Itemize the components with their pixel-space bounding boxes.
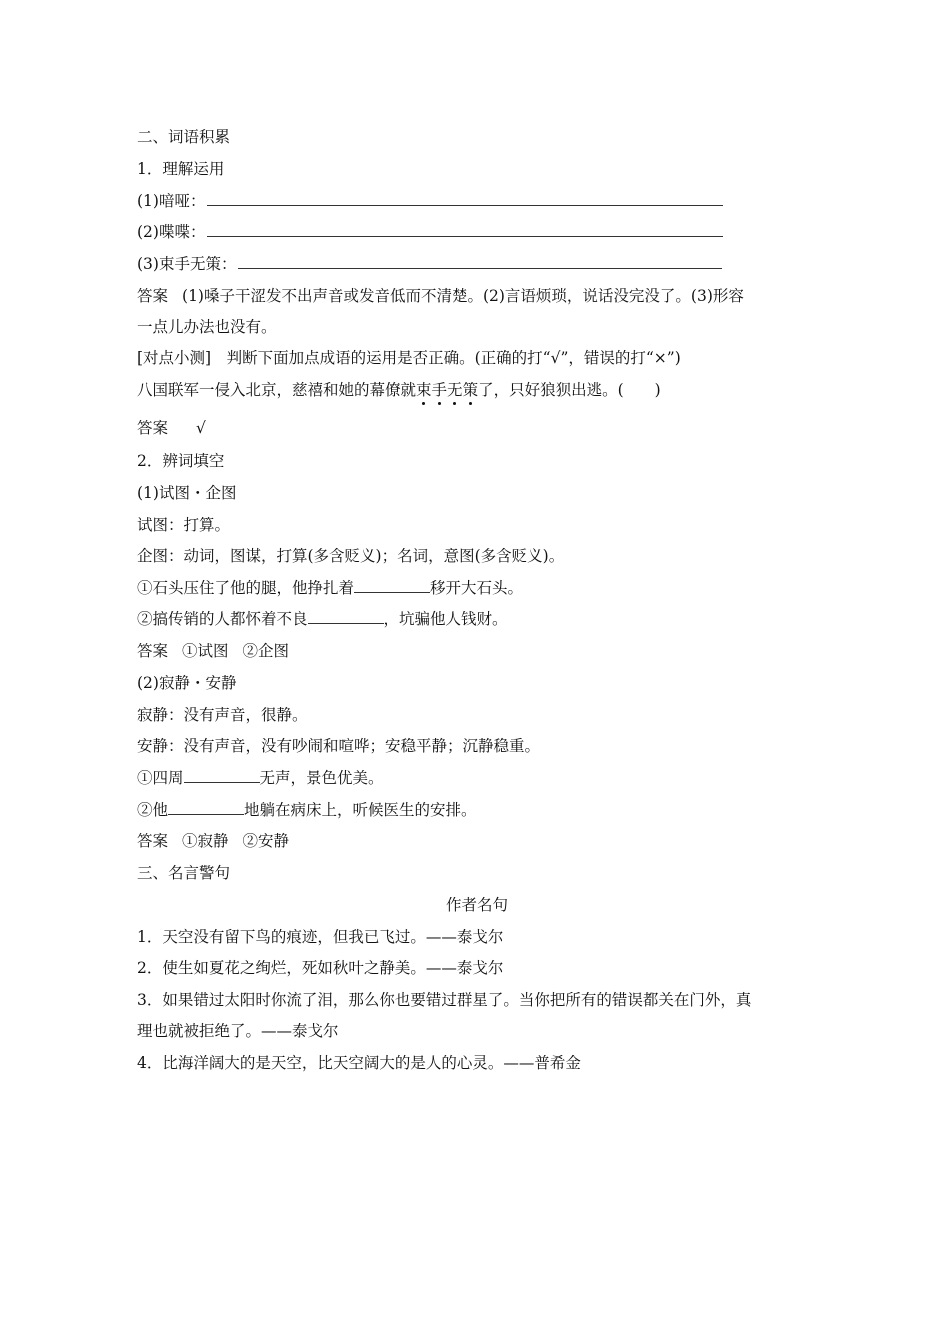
section-heading-quotes: 三、名言警句 xyxy=(137,864,231,882)
answer-label: 答案 xyxy=(137,287,169,305)
answer-text: √ xyxy=(196,419,206,437)
question-text: 无声，景色优美。 xyxy=(259,769,384,787)
answer-blank xyxy=(308,609,384,624)
dotted-char: 束 xyxy=(416,381,432,399)
word-definition: 寂静：没有声音，很静。 xyxy=(137,706,308,724)
quote-item: 2．使生如夏花之绚烂，死如秋叶之静美。——泰戈尔 xyxy=(137,959,504,977)
quiz-sentence-start: 八国联军一侵入北京，慈禧和她的幕僚就 xyxy=(137,381,417,399)
answer-blank xyxy=(238,254,722,269)
quiz-sentence-end: 了，只好狼狈出逃。( ) xyxy=(478,381,661,399)
dotted-char: 手 xyxy=(431,381,448,399)
word-pair-title-2: (2)寂静・安静 xyxy=(137,674,237,692)
question-text: ①四周 xyxy=(137,769,184,787)
fill-question-1 xyxy=(137,578,817,598)
answer-label: 答案 xyxy=(137,642,169,660)
part-title-word-choice: 2．辨词填空 xyxy=(137,452,225,470)
answer-block-quiz xyxy=(137,418,817,438)
fill-question-3 xyxy=(137,768,817,788)
answer-text: ①寂静 xyxy=(182,832,229,850)
answer-block-2 xyxy=(137,641,817,661)
answer-blank xyxy=(354,578,430,593)
answer-blank xyxy=(207,222,723,237)
section-heading-vocabulary: 二、词语积累 xyxy=(137,128,231,146)
word-definition: 安静：没有声音，没有吵闹和喧哗；安稳平静；沉静稳重。 xyxy=(137,737,541,755)
vocab-item-1 xyxy=(137,191,817,211)
quotes-subtitle: 作者名句 xyxy=(445,896,508,914)
answer-blank xyxy=(207,191,723,206)
word-definition: 企图：动词，图谋，打算(多含贬义)；名词，意图(多含贬义)。 xyxy=(137,547,565,565)
word-definition: 试图：打算。 xyxy=(137,516,231,534)
question-text: ，坑骗他人钱财。 xyxy=(383,610,508,628)
answer-text: ②安静 xyxy=(242,832,290,850)
answer-block-1 xyxy=(137,286,817,306)
answer-text: (1)嗓子干涩发不出声音或发音低而不清楚。(2)言语烦琐，说话没完没了。(3)形容 xyxy=(182,287,744,305)
question-text: ①石头压住了他的腿，他挣扎着 xyxy=(137,579,355,597)
answer-blank xyxy=(184,768,260,783)
vocab-item-3 xyxy=(137,254,817,274)
answer-label: 答案 xyxy=(137,419,169,437)
vocab-item-label: (3)束手无策： xyxy=(137,255,237,273)
question-text: 移开大石头。 xyxy=(430,579,524,597)
quote-item: 4．比海洋阔大的是天空，比天空阔大的是人的心灵。——普希金 xyxy=(137,1054,581,1072)
answer-block-3 xyxy=(137,831,817,851)
dotted-char: 策 xyxy=(462,381,479,399)
answer-text-continued: 一点儿办法也没有。 xyxy=(137,318,277,336)
vocab-item-2 xyxy=(137,222,817,242)
answer-text: ①试图 xyxy=(182,642,229,660)
quote-item-continued: 理也就被拒绝了。——泰戈尔 xyxy=(137,1022,339,1040)
quote-item: 3．如果错过太阳时你流了泪，那么你也要错过群星了。当你把所有的错误都关在门外，真 xyxy=(137,991,752,1009)
dotted-char: 无 xyxy=(447,381,463,399)
quiz-sentence xyxy=(137,380,817,400)
answer-text: ②企图 xyxy=(242,642,290,660)
part-title-understanding: 1．理解运用 xyxy=(137,160,225,178)
fill-question-4 xyxy=(137,800,817,820)
question-text: ②搞传销的人都怀着不良 xyxy=(137,610,308,628)
vocab-item-label: (1)喑哑： xyxy=(137,192,206,210)
question-text: ②他 xyxy=(137,801,169,819)
fill-question-2 xyxy=(137,609,817,629)
quote-item: 1．天空没有留下鸟的痕迹，但我已飞过。——泰戈尔 xyxy=(137,928,504,946)
vocab-item-label: (2)喋喋： xyxy=(137,223,206,241)
question-text: 地躺在病床上，听候医生的安排。 xyxy=(244,801,477,819)
quiz-instruction: [对点小测] 判断下面加点成语的运用是否正确。(正确的打“√”，错误的打“×”) xyxy=(137,349,681,367)
word-pair-title-1: (1)试图・企图 xyxy=(137,484,237,502)
answer-label: 答案 xyxy=(137,832,169,850)
answer-blank xyxy=(168,800,244,815)
